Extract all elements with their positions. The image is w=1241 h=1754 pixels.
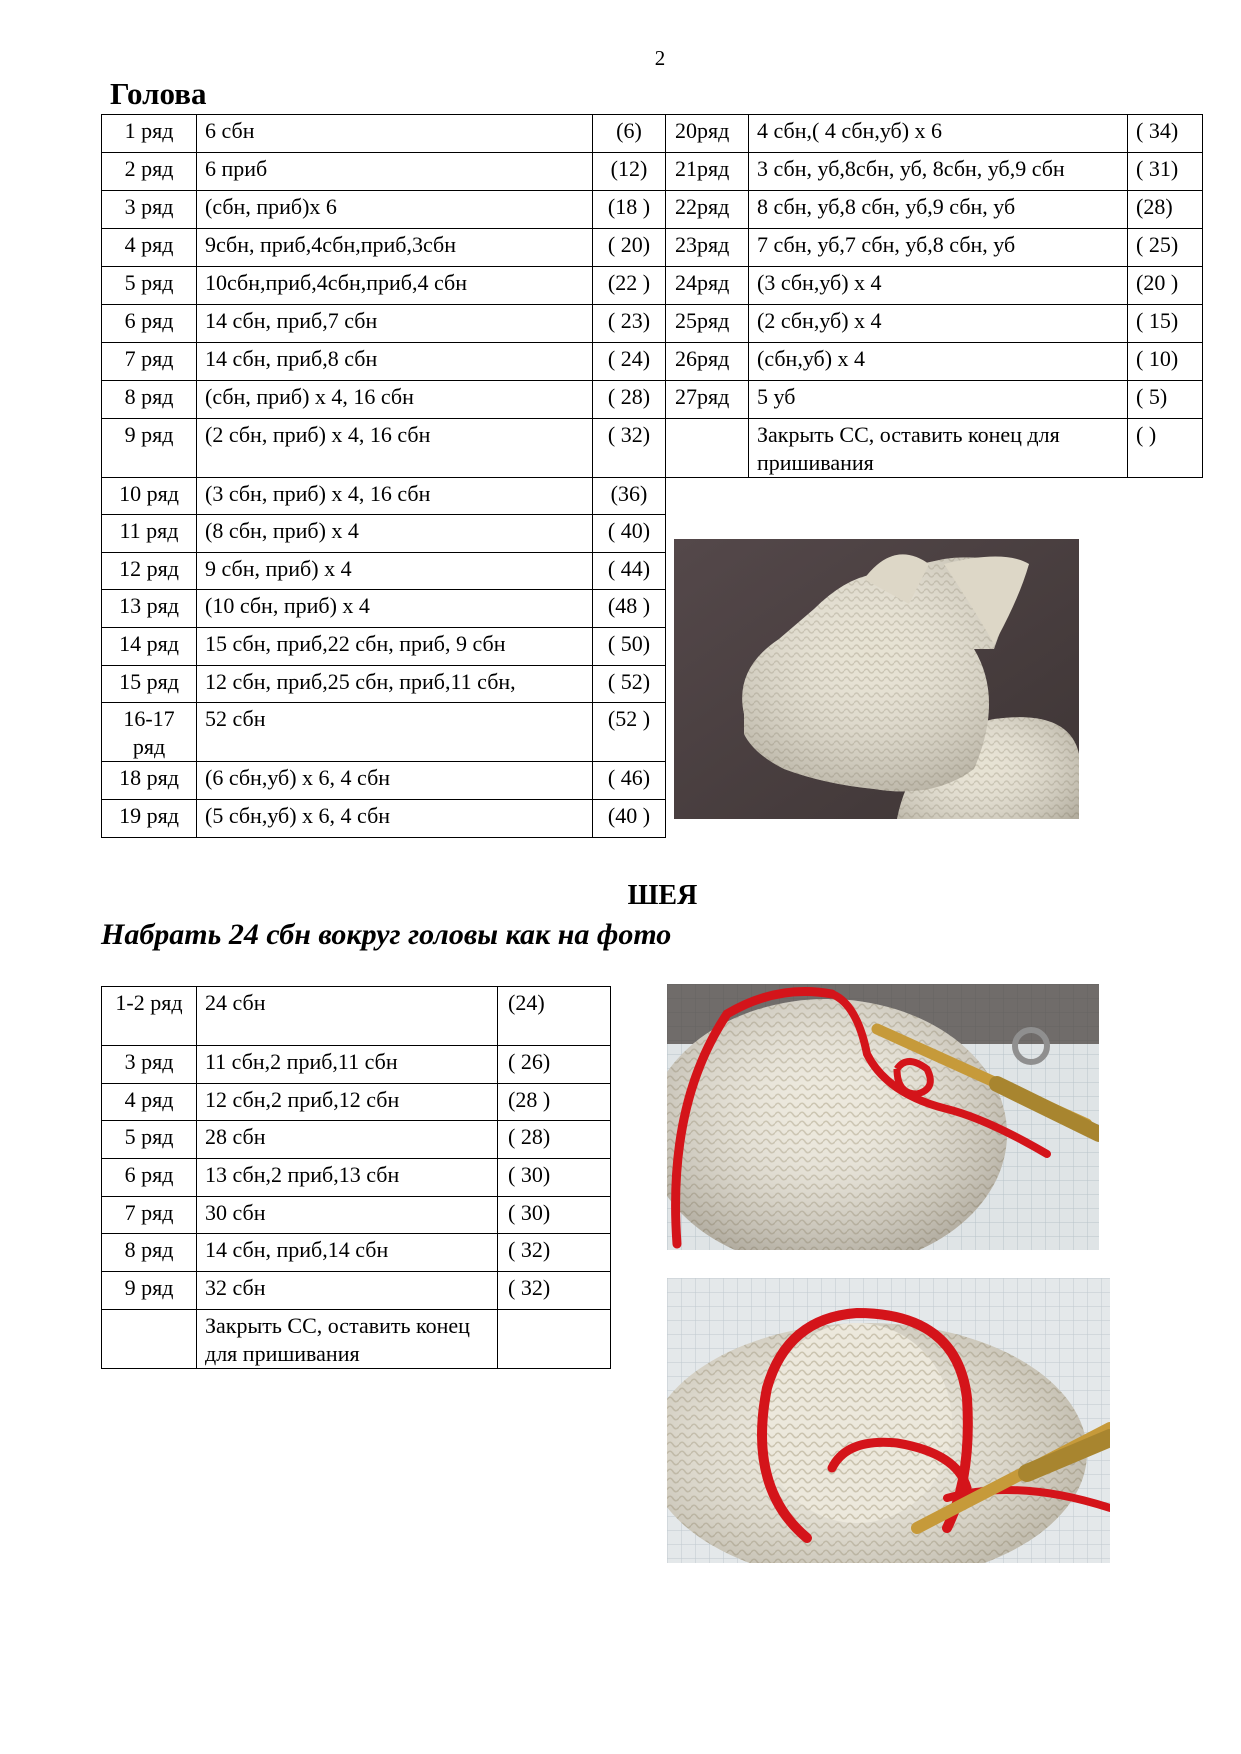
row-instruction: (3 сбн,уб) х 4 — [749, 267, 1128, 305]
row-count: ( 23) — [593, 305, 666, 343]
table-row — [102, 1159, 611, 1197]
row-label: 5 ряд — [102, 267, 197, 305]
row-label: 12 ряд — [102, 553, 197, 590]
table-row — [102, 1310, 611, 1369]
row-instruction: 11 сбн,2 приб,11 сбн — [197, 1046, 498, 1084]
table-row — [102, 343, 666, 381]
row-label: 9 ряд — [102, 419, 197, 478]
row-instruction: Закрыть СС, оставить конец для пришивания — [197, 1310, 498, 1369]
row-count: (40 ) — [593, 800, 666, 838]
row-instruction: (2 сбн, приб) х 4, 16 сбн — [197, 419, 593, 478]
row-label: 4 ряд — [102, 229, 197, 267]
row-instruction: (2 сбн,уб) х 4 — [749, 305, 1128, 343]
neck-red-loop-photo — [667, 1278, 1110, 1563]
table-row — [102, 267, 666, 305]
row-instruction: 32 сбн — [197, 1272, 498, 1310]
row-count: ( ) — [1128, 419, 1203, 478]
row-label: 5 ряд — [102, 1121, 197, 1159]
row-instruction: 9сбн, приб,4сбн,приб,3сбн — [197, 229, 593, 267]
table-row — [666, 191, 1203, 229]
row-instruction: 10сбн,приб,4сбн,приб,4 сбн — [197, 267, 593, 305]
table-row — [102, 515, 666, 553]
row-instruction: 30 сбн — [197, 1197, 498, 1234]
row-count: (22 ) — [593, 267, 666, 305]
page-number: 2 — [654, 46, 666, 70]
row-instruction: (сбн, приб) х 4, 16 сбн — [197, 381, 593, 419]
table-row — [102, 305, 666, 343]
row-label: 23ряд — [666, 229, 749, 267]
row-instruction: 24 сбн — [197, 987, 498, 1046]
table-row — [102, 703, 666, 762]
row-count: (36) — [593, 478, 666, 515]
row-instruction: 14 сбн, приб,7 сбн — [197, 305, 593, 343]
row-count: (12) — [593, 153, 666, 191]
row-instruction: Закрыть СС, оставить конец для пришивания — [749, 419, 1128, 478]
table-row — [666, 305, 1203, 343]
row-instruction: (6 сбн,уб) х 6, 4 сбн — [197, 762, 593, 800]
row-label: 24ряд — [666, 267, 749, 305]
table-row — [666, 229, 1203, 267]
row-count: ( 30) — [498, 1159, 611, 1197]
row-count: ( 44) — [593, 553, 666, 590]
table-row — [102, 478, 666, 515]
row-count: ( 32) — [498, 1272, 611, 1310]
table-row — [102, 762, 666, 800]
row-count: ( 26) — [498, 1046, 611, 1084]
row-instruction: 5 уб — [749, 381, 1128, 419]
row-label: 20ряд — [666, 115, 749, 153]
table-row — [102, 1234, 611, 1272]
row-count — [498, 1310, 611, 1369]
row-instruction: 28 сбн — [197, 1121, 498, 1159]
neck-table — [101, 986, 611, 1369]
row-instruction: 4 сбн,( 4 сбн,уб) х 6 — [749, 115, 1128, 153]
row-label: 3 ряд — [102, 191, 197, 229]
table-row — [102, 987, 611, 1046]
table-row — [666, 343, 1203, 381]
neck-red-thread-photo — [667, 984, 1099, 1250]
row-label: 4 ряд — [102, 1084, 197, 1121]
row-label: 25ряд — [666, 305, 749, 343]
row-count: (18 ) — [593, 191, 666, 229]
row-count: (20 ) — [1128, 267, 1203, 305]
table-row — [102, 229, 666, 267]
row-count: (28) — [1128, 191, 1203, 229]
row-instruction: 3 сбн, уб,8сбн, уб, 8сбн, уб,9 сбн — [749, 153, 1128, 191]
head-table-right — [665, 114, 1203, 478]
neck-section-subtitle: Набрать 24 сбн вокруг головы как на фото — [101, 918, 672, 951]
row-count: (48 ) — [593, 590, 666, 628]
row-instruction: 12 сбн, приб,25 сбн, приб,11 сбн, — [197, 666, 593, 703]
head-table-left — [101, 114, 666, 838]
table-row — [102, 115, 666, 153]
row-label: 27ряд — [666, 381, 749, 419]
row-count: ( 28) — [593, 381, 666, 419]
row-label: 14 ряд — [102, 628, 197, 666]
table-row — [102, 1084, 611, 1121]
table-row — [102, 1272, 611, 1310]
row-count: (52 ) — [593, 703, 666, 762]
row-count: (28 ) — [498, 1084, 611, 1121]
row-instruction: (5 сбн,уб) х 6, 4 сбн — [197, 800, 593, 838]
row-count: (24) — [498, 987, 611, 1046]
row-count: ( 32) — [593, 419, 666, 478]
row-label: 2 ряд — [102, 153, 197, 191]
table-row — [102, 1046, 611, 1084]
table-row — [102, 1121, 611, 1159]
table-row — [102, 590, 666, 628]
row-label: 8 ряд — [102, 1234, 197, 1272]
row-count: ( 31) — [1128, 153, 1203, 191]
table-row — [102, 1197, 611, 1234]
row-label — [102, 1310, 197, 1369]
row-instruction: 6 приб — [197, 153, 593, 191]
row-label: 19 ряд — [102, 800, 197, 838]
row-label: 16-17 ряд — [102, 703, 197, 762]
table-row — [102, 553, 666, 590]
row-label: 6 ряд — [102, 1159, 197, 1197]
row-count: ( 34) — [1128, 115, 1203, 153]
row-count: ( 5) — [1128, 381, 1203, 419]
row-instruction: (10 сбн, приб) х 4 — [197, 590, 593, 628]
table-row — [102, 666, 666, 703]
row-count: ( 10) — [1128, 343, 1203, 381]
row-count: ( 24) — [593, 343, 666, 381]
row-label: 13 ряд — [102, 590, 197, 628]
row-label: 3 ряд — [102, 1046, 197, 1084]
row-label: 7 ряд — [102, 343, 197, 381]
row-label: 18 ряд — [102, 762, 197, 800]
row-instruction: 14 сбн, приб,8 сбн — [197, 343, 593, 381]
table-row — [102, 419, 666, 478]
row-label — [666, 419, 749, 478]
table-row — [666, 267, 1203, 305]
row-label: 26ряд — [666, 343, 749, 381]
row-count: ( 52) — [593, 666, 666, 703]
row-label: 8 ряд — [102, 381, 197, 419]
row-label: 9 ряд — [102, 1272, 197, 1310]
row-count: ( 50) — [593, 628, 666, 666]
row-count: ( 28) — [498, 1121, 611, 1159]
row-count: ( 15) — [1128, 305, 1203, 343]
table-row — [666, 419, 1203, 478]
row-count: ( 30) — [498, 1197, 611, 1234]
row-count: ( 25) — [1128, 229, 1203, 267]
row-instruction: (сбн, приб)х 6 — [197, 191, 593, 229]
table-row — [102, 628, 666, 666]
row-count: ( 46) — [593, 762, 666, 800]
neck-section-heading: ШЕЯ — [627, 880, 698, 911]
row-label: 22ряд — [666, 191, 749, 229]
row-label: 6 ряд — [102, 305, 197, 343]
row-count: ( 20) — [593, 229, 666, 267]
crocheted-cat-head-photo — [674, 539, 1079, 819]
row-instruction: 9 сбн, приб) х 4 — [197, 553, 593, 590]
row-instruction: 8 сбн, уб,8 сбн, уб,9 сбн, уб — [749, 191, 1128, 229]
table-row — [102, 153, 666, 191]
row-instruction: (сбн,уб) х 4 — [749, 343, 1128, 381]
row-instruction: 14 сбн, приб,14 сбн — [197, 1234, 498, 1272]
row-label: 7 ряд — [102, 1197, 197, 1234]
row-label: 15 ряд — [102, 666, 197, 703]
row-instruction: 52 сбн — [197, 703, 593, 762]
row-instruction: (8 сбн, приб) х 4 — [197, 515, 593, 553]
row-label: 11 ряд — [102, 515, 197, 553]
row-label: 1 ряд — [102, 115, 197, 153]
table-row — [102, 800, 666, 838]
row-label: 10 ряд — [102, 478, 197, 515]
row-instruction: 15 сбн, приб,22 сбн, приб, 9 сбн — [197, 628, 593, 666]
row-instruction: 13 сбн,2 приб,13 сбн — [197, 1159, 498, 1197]
row-count: ( 40) — [593, 515, 666, 553]
table-row — [666, 115, 1203, 153]
head-section-title: Голова — [110, 76, 207, 111]
row-instruction: 7 сбн, уб,7 сбн, уб,8 сбн, уб — [749, 229, 1128, 267]
row-count: ( 32) — [498, 1234, 611, 1272]
row-instruction: 12 сбн,2 приб,12 сбн — [197, 1084, 498, 1121]
table-row — [102, 191, 666, 229]
row-instruction: (3 сбн, приб) х 4, 16 сбн — [197, 478, 593, 515]
table-row — [102, 381, 666, 419]
row-label: 21ряд — [666, 153, 749, 191]
table-row — [666, 153, 1203, 191]
row-instruction: 6 сбн — [197, 115, 593, 153]
row-count: (6) — [593, 115, 666, 153]
table-row — [666, 381, 1203, 419]
row-label: 1-2 ряд — [102, 987, 197, 1046]
